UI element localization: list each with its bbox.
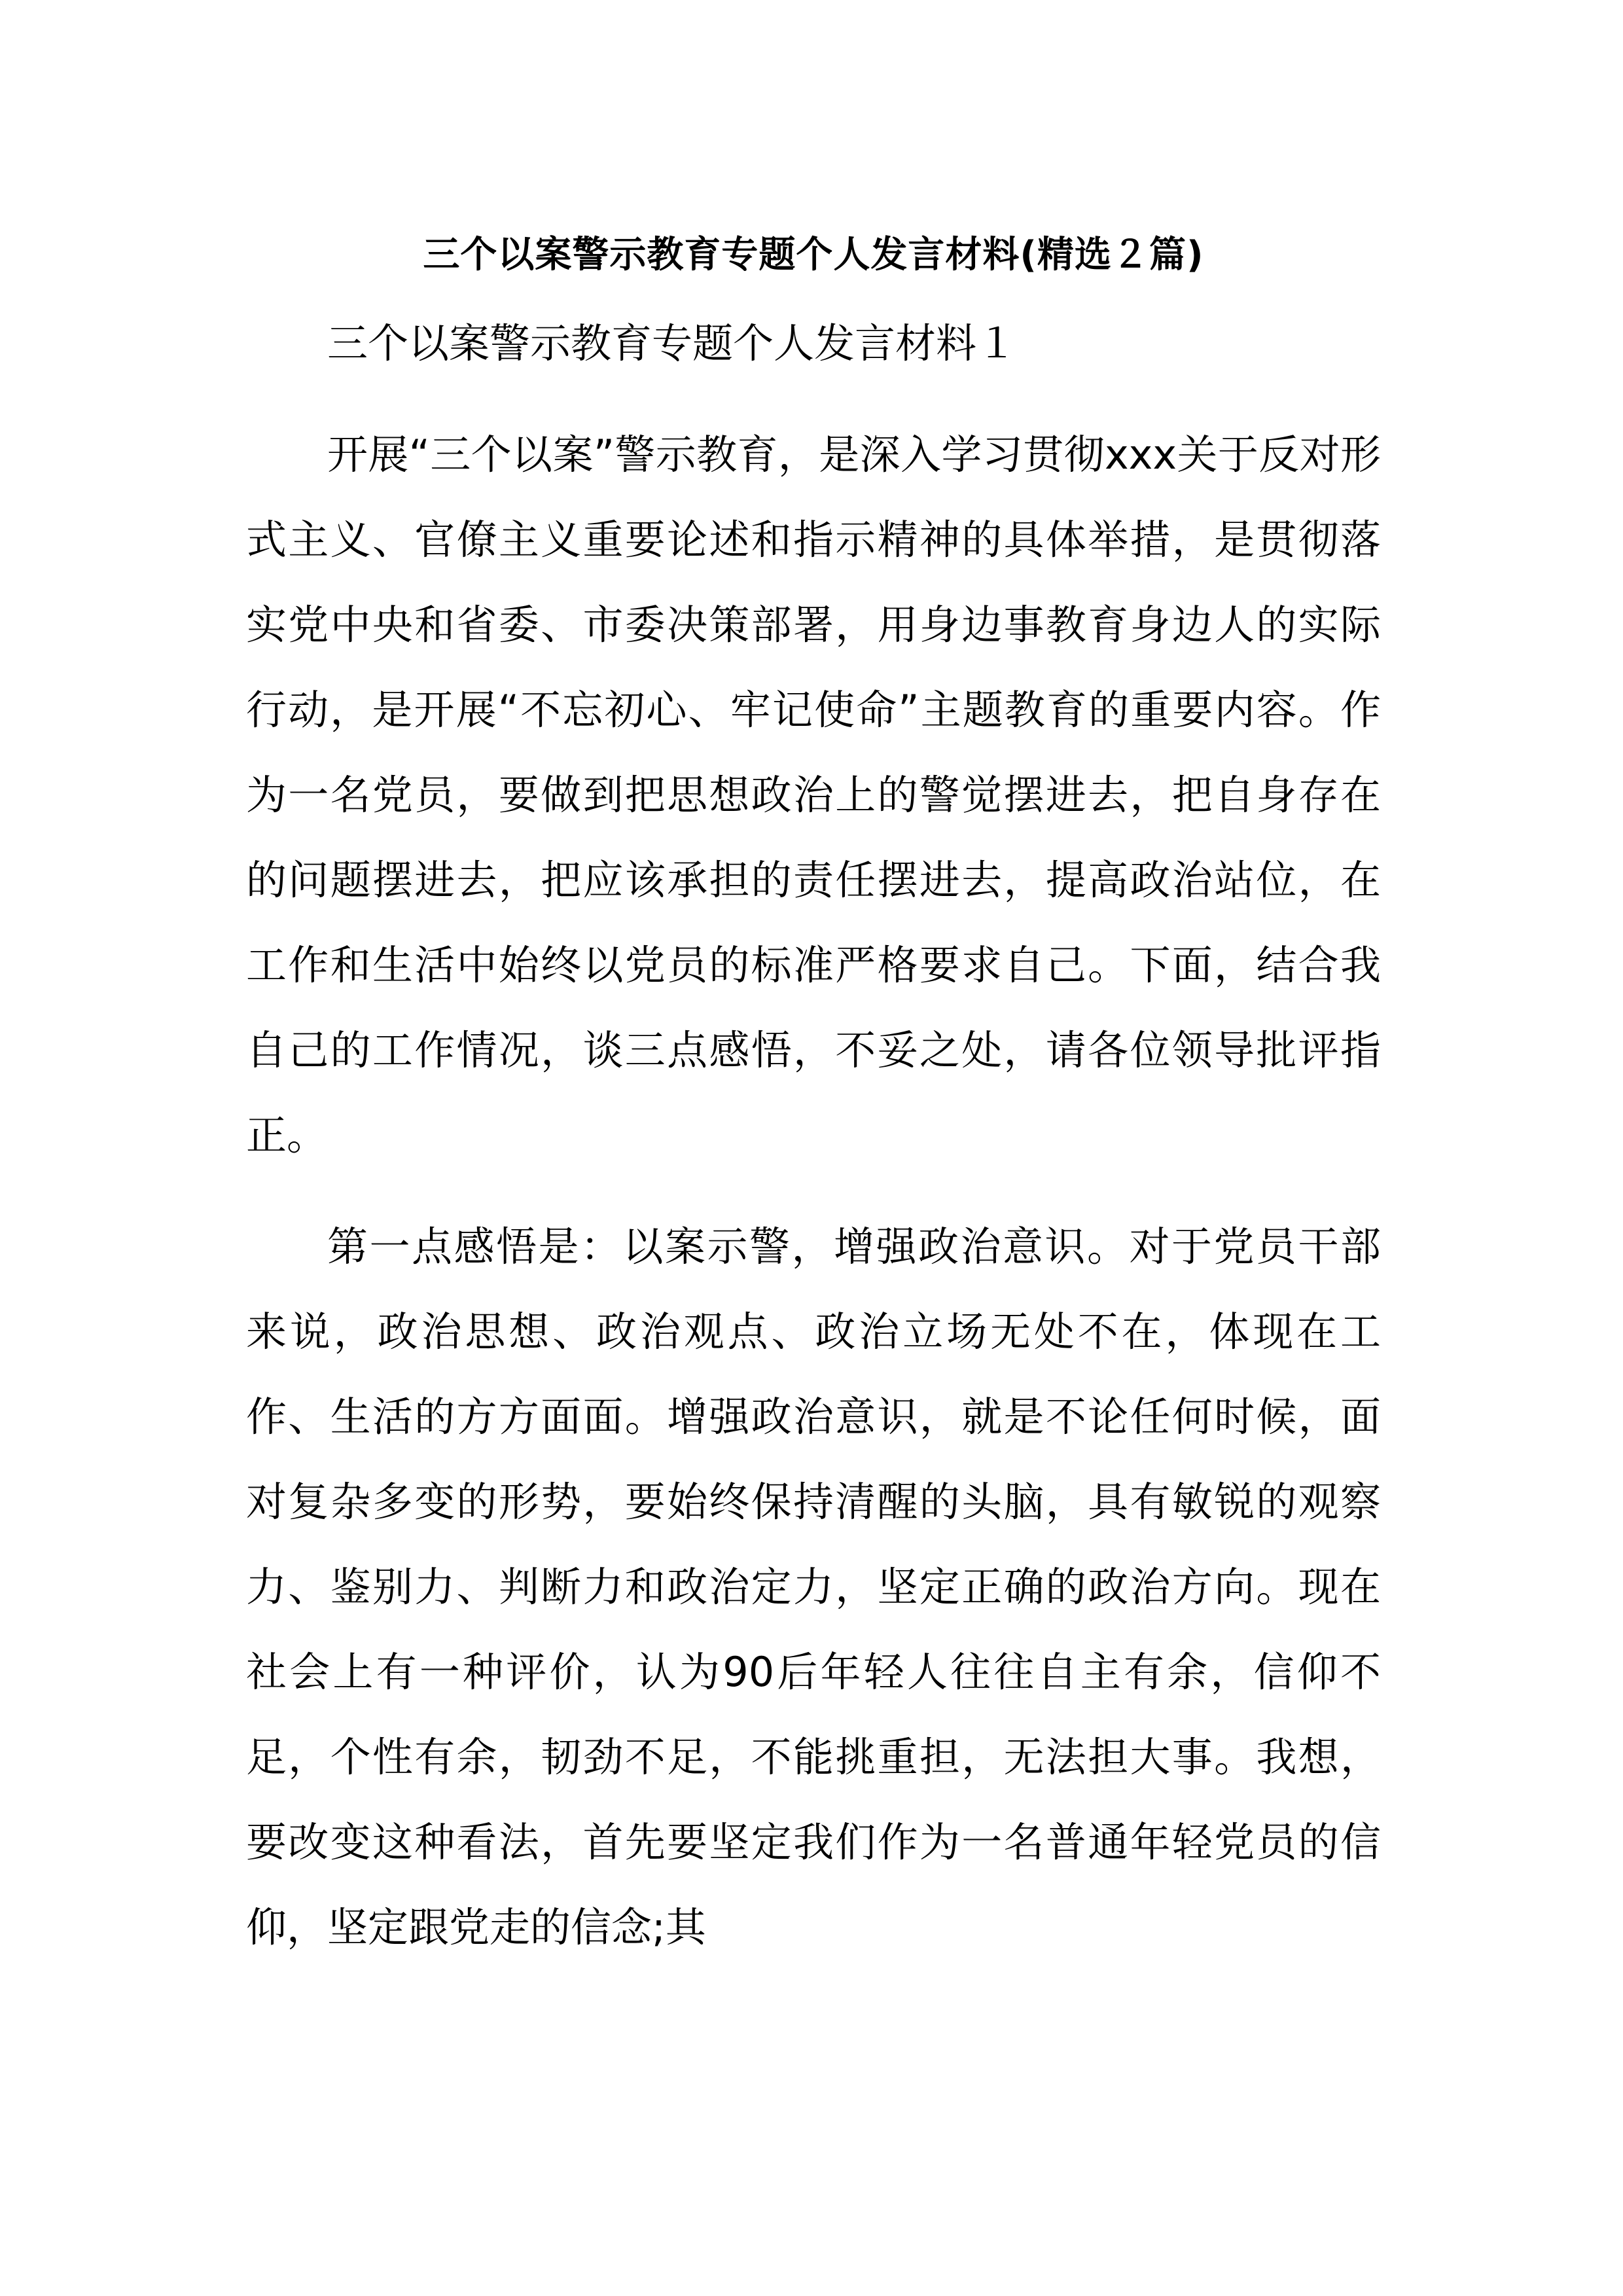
document-page [246, 223, 1381, 1996]
paragraph-intro: 开展“三个以案”警示教育，是深入学习贯彻xxx关于反对形式主义、官僚主义重要论述和指示精神的具体举措，是贯彻落实党中央和省委、市委决策部署，用身边事教育身边人的实际行动，是开展“不忘初心、牢记使命”主题教育的重要内容。作为一名党员，要做到把思想政治上的警觉摆进去，把自身存在的问题摆进去，把应该承担的责任摆进去，提高政治站位，在工作和生活中始终以党员的标准严格要求自己。下面，结合我自己的工作情况，谈三点感悟，不妥之处，请各位领导批评指正。 [246, 431, 1381, 1159]
section-subtitle: 三个以案警示教育专题个人发言材料１ [327, 319, 1018, 367]
paragraph-first-insight: 第一点感悟是：以案示警，增强政治意识。对于党员干部来说，政治思想、政治观点、政治立场无处不在，体现在工作、生活的方方面面。增强政治意识，就是不论任何时候，面对复杂多变的形势，要始终保持清醒的头脑，具有敏锐的观察力、鉴别力、判断力和政治定力，坚定正确的政治方向。现在社会上有一种评价，认为90后年轻人往往自主有余，信仰不足，个性有余，韧劲不足，不能挑重担，无法担大事。我想，要改变这种看法，首先要坚定我们作为一名普通年轻党员的信仰，坚定跟党走的信念;其 [246, 1223, 1381, 1951]
document-title: 三个以案警示教育专题个人发言材料(精选２篇) [423, 234, 1204, 276]
